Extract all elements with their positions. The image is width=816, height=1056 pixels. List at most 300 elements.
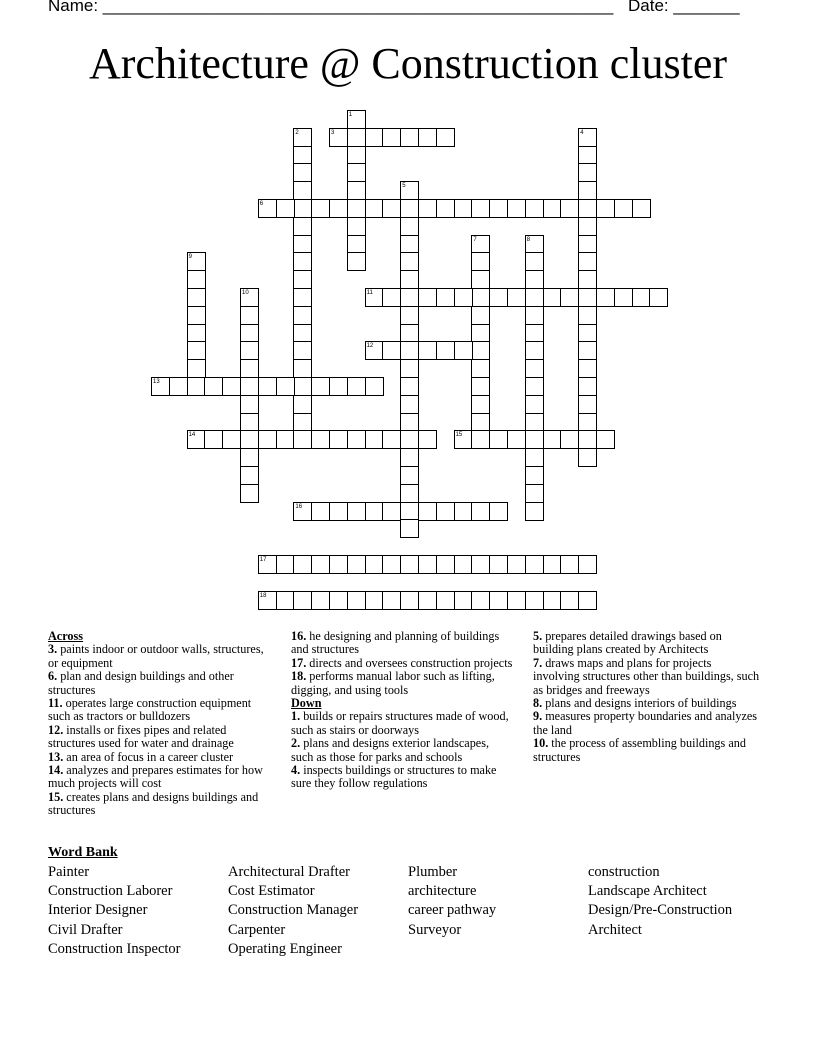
grid-cell[interactable] <box>365 377 384 396</box>
grid-cell[interactable] <box>400 466 419 485</box>
clue-number: 9. <box>533 709 543 724</box>
across-clues-list-continued <box>291 630 513 697</box>
word-bank-column-2 <box>228 863 358 959</box>
clue-item <box>291 630 513 657</box>
grid-cell[interactable] <box>578 146 597 165</box>
grid-cell[interactable] <box>400 306 419 325</box>
grid-cell[interactable] <box>543 591 562 610</box>
grid-cell[interactable] <box>382 199 401 218</box>
grid-cell[interactable] <box>382 128 401 147</box>
clue-number-label: 12 <box>366 343 374 350</box>
clue-item <box>291 657 513 670</box>
clue-number-label: 14 <box>188 432 196 439</box>
grid-cell[interactable] <box>578 235 597 254</box>
grid-cell[interactable] <box>525 341 544 360</box>
grid-cell[interactable] <box>418 591 437 610</box>
grid-cell[interactable] <box>578 306 597 325</box>
grid-cell[interactable] <box>311 591 330 610</box>
clue-text: plans and designs interiors of buildings <box>542 696 737 711</box>
grid-cell[interactable] <box>276 199 295 218</box>
grid-cell[interactable] <box>347 199 366 218</box>
grid-cell[interactable] <box>578 181 597 200</box>
grid-cell[interactable] <box>525 484 544 503</box>
clue-text: plans and designs exterior landscapes, such as those for parks and schools <box>291 736 489 764</box>
grid-cell[interactable] <box>400 484 419 503</box>
grid-cell[interactable] <box>596 288 615 307</box>
word-bank-item: Design/Pre-Construction <box>588 902 733 919</box>
grid-cell[interactable] <box>454 288 473 307</box>
grid-cell[interactable] <box>471 430 490 449</box>
grid-cell[interactable] <box>471 199 490 218</box>
clues-column-3 <box>533 630 761 764</box>
word-bank-item: Architect <box>588 921 642 938</box>
grid-cell[interactable] <box>293 324 312 343</box>
grid-cell[interactable] <box>578 163 597 182</box>
grid-cell[interactable] <box>471 377 490 396</box>
clue-number-label: 15 <box>455 432 463 439</box>
grid-cell[interactable] <box>293 199 312 218</box>
grid-cell[interactable] <box>543 288 562 307</box>
grid-cell[interactable] <box>489 591 508 610</box>
clue-item <box>291 764 513 791</box>
clue-number: 3. <box>48 642 58 657</box>
grid-cell[interactable] <box>293 181 312 200</box>
grid-cell[interactable] <box>400 270 419 289</box>
grid-cell[interactable] <box>525 324 544 343</box>
grid-cell[interactable] <box>400 217 419 236</box>
clue-item <box>533 630 761 657</box>
clue-text: builds or repairs structures made of wood, such as stairs or doorways <box>291 709 509 737</box>
grid-cell[interactable] <box>418 502 437 521</box>
grid-cell[interactable] <box>347 502 366 521</box>
grid-cell[interactable] <box>525 288 544 307</box>
clue-number: 8. <box>533 696 543 711</box>
grid-cell[interactable] <box>240 448 259 467</box>
grid-cell[interactable] <box>578 359 597 378</box>
grid-cell[interactable] <box>471 288 490 307</box>
word-bank-item: architecture <box>408 883 477 900</box>
grid-cell[interactable] <box>507 591 526 610</box>
clue-text: he designing and planning of buildings and structures <box>291 629 500 657</box>
grid-cell[interactable] <box>507 288 526 307</box>
grid-cell[interactable] <box>578 199 597 218</box>
down-clues-list <box>291 710 513 790</box>
word-bank-item: Construction Laborer <box>48 883 173 900</box>
clue-number-label: 1 <box>348 112 353 118</box>
grid-cell[interactable] <box>471 555 490 574</box>
grid-cell[interactable] <box>347 430 366 449</box>
down-clues-list-continued <box>533 630 761 764</box>
grid-cell[interactable] <box>187 306 206 325</box>
clue-item <box>48 643 270 670</box>
grid-cell[interactable] <box>525 395 544 414</box>
clue-item <box>48 670 270 697</box>
grid-cell[interactable] <box>365 591 384 610</box>
grid-cell[interactable] <box>400 324 419 343</box>
clue-number: 1. <box>291 709 301 724</box>
grid-cell[interactable] <box>276 591 295 610</box>
grid-cell[interactable] <box>560 199 579 218</box>
grid-cell[interactable] <box>578 270 597 289</box>
grid-cell[interactable] <box>578 288 597 307</box>
grid-cell[interactable] <box>560 430 579 449</box>
grid-cell[interactable] <box>578 448 597 467</box>
word-bank-item: career pathway <box>408 902 497 919</box>
grid-cell[interactable] <box>329 555 348 574</box>
grid-cell[interactable] <box>560 288 579 307</box>
word-bank-column-4 <box>588 863 732 940</box>
grid-cell[interactable] <box>436 341 455 360</box>
clue-number: 5. <box>533 629 543 643</box>
grid-cell[interactable] <box>525 359 544 378</box>
grid-cell[interactable] <box>436 502 455 521</box>
grid-cell[interactable] <box>311 555 330 574</box>
grid-cell[interactable] <box>400 413 419 432</box>
clue-number: 4. <box>291 763 301 778</box>
grid-cell[interactable] <box>436 555 455 574</box>
grid-cell[interactable] <box>382 430 401 449</box>
clue-number-label: 18 <box>259 592 267 599</box>
grid-cell[interactable] <box>382 341 401 360</box>
grid-cell[interactable] <box>365 555 384 574</box>
clue-text: inspects buildings or structures to make sure they follow regulations <box>291 763 497 791</box>
grid-cell[interactable] <box>489 502 508 521</box>
clue-number-label: 17 <box>259 557 267 563</box>
clue-item <box>48 724 270 751</box>
date-line: Date: _______ <box>628 0 740 15</box>
grid-cell[interactable] <box>436 591 455 610</box>
grid-cell[interactable] <box>489 430 508 449</box>
clue-number: 10. <box>533 736 549 751</box>
clue-number: 2. <box>291 736 301 751</box>
grid-cell[interactable] <box>489 555 508 574</box>
grid-cell[interactable] <box>329 199 348 218</box>
word-bank-item: Architectural Drafter <box>228 864 350 880</box>
grid-cell[interactable] <box>400 199 419 218</box>
word-bank-item: Cost Estimator <box>228 883 315 900</box>
grid-cell[interactable] <box>578 555 597 574</box>
grid-cell[interactable] <box>293 235 312 254</box>
clue-text: performs manual labor such as lifting, digging, and using tools <box>291 669 495 697</box>
grid-cell[interactable] <box>187 341 206 360</box>
clue-item <box>291 710 513 737</box>
grid-cell[interactable] <box>507 555 526 574</box>
word-bank-item: Plumber <box>408 864 458 880</box>
grid-cell[interactable] <box>365 502 384 521</box>
clue-item <box>48 751 270 764</box>
word-bank-item: Construction Inspector <box>48 940 181 957</box>
grid-cell[interactable] <box>471 591 490 610</box>
grid-cell[interactable] <box>169 377 188 396</box>
grid-cell[interactable] <box>382 288 401 307</box>
word-bank-title: Word Bank <box>48 845 118 860</box>
grid-cell[interactable] <box>632 288 651 307</box>
clue-number-label: 9 <box>188 254 192 261</box>
clue-number: 7. <box>533 655 543 670</box>
grid-cell[interactable] <box>347 252 366 271</box>
clue-item <box>533 737 761 764</box>
grid-cell[interactable] <box>347 377 366 396</box>
grid-cell[interactable] <box>276 377 295 396</box>
grid-cell[interactable] <box>240 341 259 360</box>
grid-cell[interactable] <box>436 128 455 147</box>
grid-cell[interactable] <box>347 128 366 147</box>
clue-text: measures property boundaries and analyzes the land <box>533 709 758 737</box>
grid-cell[interactable] <box>418 430 437 449</box>
clue-number: 15. <box>48 789 64 804</box>
clue-text: paints indoor or outdoor walls, structures, or equipment <box>48 642 264 670</box>
grid-cell[interactable] <box>489 199 508 218</box>
grid-cell[interactable] <box>240 324 259 343</box>
grid-cell[interactable] <box>187 270 206 289</box>
grid-cell[interactable] <box>507 430 526 449</box>
clue-item <box>48 764 270 791</box>
clue-text: draws maps and plans for projects involving structures other than buildings, such as bridges and freeways <box>533 655 760 697</box>
grid-cell[interactable] <box>525 306 544 325</box>
grid-cell[interactable] <box>293 288 312 307</box>
grid-cell[interactable] <box>454 591 473 610</box>
clue-item <box>533 710 761 737</box>
grid-cell[interactable] <box>543 199 562 218</box>
grid-cell[interactable] <box>525 591 544 610</box>
grid-cell[interactable] <box>329 430 348 449</box>
clue-number: 18. <box>291 669 307 684</box>
clue-number: 17. <box>291 655 307 670</box>
clue-number: 11. <box>48 696 63 711</box>
grid-cell[interactable] <box>507 199 526 218</box>
clue-number: 13. <box>48 749 64 764</box>
grid-cell[interactable] <box>347 146 366 165</box>
grid-cell[interactable] <box>293 306 312 325</box>
grid-cell[interactable] <box>400 591 419 610</box>
grid-cell[interactable] <box>311 430 330 449</box>
grid-cell[interactable] <box>365 199 384 218</box>
grid-cell[interactable] <box>204 430 223 449</box>
grid-cell[interactable] <box>471 270 490 289</box>
grid-cell[interactable] <box>329 591 348 610</box>
grid-cell[interactable] <box>400 359 419 378</box>
clue-text: analyzes and prepares estimates for how much projects will cost <box>48 763 263 791</box>
grid-cell[interactable] <box>365 128 384 147</box>
grid-cell[interactable] <box>293 395 312 414</box>
grid-cell[interactable] <box>382 555 401 574</box>
clues-column-1 <box>48 630 270 818</box>
grid-cell[interactable] <box>347 163 366 182</box>
grid-cell[interactable] <box>258 377 277 396</box>
word-bank-item: Painter <box>48 864 90 880</box>
grid-cell[interactable] <box>382 502 401 521</box>
grid-cell[interactable] <box>400 555 419 574</box>
grid-cell[interactable] <box>471 252 490 271</box>
grid-cell[interactable] <box>240 395 259 414</box>
grid-cell[interactable] <box>240 413 259 432</box>
word-bank-item: Surveyor <box>408 921 462 938</box>
grid-cell[interactable] <box>543 430 562 449</box>
clue-text: prepares detailed drawings based on building plans created by Architects <box>533 629 722 657</box>
grid-cell[interactable] <box>293 270 312 289</box>
grid-cell[interactable] <box>596 199 615 218</box>
grid-cell[interactable] <box>347 555 366 574</box>
grid-cell[interactable] <box>258 430 277 449</box>
grid-cell[interactable] <box>329 502 348 521</box>
grid-cell[interactable] <box>293 217 312 236</box>
grid-cell[interactable] <box>311 377 330 396</box>
clue-text: creates plans and designs buildings and structures <box>48 789 259 818</box>
clue-number-label: 16 <box>295 503 303 510</box>
grid-cell[interactable] <box>418 555 437 574</box>
grid-cell[interactable] <box>454 502 473 521</box>
grid-cell[interactable] <box>187 288 206 307</box>
grid-cell[interactable] <box>382 591 401 610</box>
grid-cell[interactable] <box>525 270 544 289</box>
grid-cell[interactable] <box>347 181 366 200</box>
grid-cell[interactable] <box>543 555 562 574</box>
grid-cell[interactable] <box>436 199 455 218</box>
grid-cell[interactable] <box>293 591 312 610</box>
grid-cell[interactable] <box>525 502 544 521</box>
grid-cell[interactable] <box>418 199 437 218</box>
grid-cell[interactable] <box>525 555 544 574</box>
grid-cell[interactable] <box>418 128 437 147</box>
word-bank-item: Civil Drafter <box>48 921 123 938</box>
grid-cell[interactable] <box>400 235 419 254</box>
grid-cell[interactable] <box>293 359 312 378</box>
grid-cell[interactable] <box>400 430 419 449</box>
grid-cell[interactable] <box>471 395 490 414</box>
grid-cell[interactable] <box>293 413 312 432</box>
grid-cell[interactable] <box>240 377 259 396</box>
grid-cell[interactable] <box>525 466 544 485</box>
grid-cell[interactable] <box>471 324 490 343</box>
grid-cell[interactable] <box>311 502 330 521</box>
grid-cell[interactable] <box>525 430 544 449</box>
grid-cell[interactable] <box>240 306 259 325</box>
grid-cell[interactable] <box>454 199 473 218</box>
clue-number-label: 7 <box>473 236 477 243</box>
grid-cell[interactable] <box>578 217 597 236</box>
grid-cell[interactable] <box>276 555 295 574</box>
name-line: Name: ______________________________________________________ <box>48 0 614 15</box>
grid-cell[interactable] <box>222 430 241 449</box>
grid-cell[interactable] <box>596 430 615 449</box>
grid-cell[interactable] <box>525 448 544 467</box>
grid-cell[interactable] <box>240 359 259 378</box>
grid-cell[interactable] <box>525 199 544 218</box>
grid-cell[interactable] <box>578 324 597 343</box>
grid-cell[interactable] <box>240 466 259 485</box>
grid-cell[interactable] <box>578 341 597 360</box>
grid-cell[interactable] <box>240 430 259 449</box>
grid-cell[interactable] <box>293 430 312 449</box>
grid-cell[interactable] <box>311 199 330 218</box>
grid-cell[interactable] <box>471 413 490 432</box>
grid-cell[interactable] <box>578 252 597 271</box>
grid-cell[interactable] <box>525 413 544 432</box>
word-bank-column-1 <box>48 863 181 959</box>
grid-cell[interactable] <box>400 252 419 271</box>
grid-cell[interactable] <box>578 377 597 396</box>
grid-cell[interactable] <box>418 288 437 307</box>
clue-number-label: 10 <box>242 290 249 296</box>
grid-cell[interactable] <box>293 341 312 360</box>
grid-cell[interactable] <box>187 359 206 378</box>
grid-cell[interactable] <box>578 395 597 414</box>
grid-cell[interactable] <box>525 377 544 396</box>
across-clues-list <box>48 643 270 817</box>
across-heading: Across <box>48 629 83 643</box>
grid-cell[interactable] <box>525 252 544 271</box>
grid-cell[interactable] <box>293 252 312 271</box>
grid-cell[interactable] <box>400 448 419 467</box>
grid-cell[interactable] <box>471 502 490 521</box>
grid-cell[interactable] <box>222 377 241 396</box>
clue-number-label: 5 <box>402 183 406 190</box>
grid-cell[interactable] <box>293 146 312 165</box>
grid-cell[interactable] <box>240 484 259 503</box>
grid-cell[interactable] <box>471 359 490 378</box>
grid-cell[interactable] <box>649 288 668 307</box>
clue-number-label: 11 <box>366 290 373 296</box>
grid-cell[interactable] <box>614 288 633 307</box>
grid-cell[interactable] <box>632 199 651 218</box>
grid-cell[interactable] <box>400 288 419 307</box>
grid-cell[interactable] <box>614 199 633 218</box>
clue-text: an area of focus in a career cluster <box>63 749 234 764</box>
word-bank-column-3 <box>408 863 496 940</box>
clue-text: the process of assembling buildings and structures <box>533 736 746 764</box>
grid-cell[interactable] <box>578 430 597 449</box>
grid-cell[interactable] <box>204 377 223 396</box>
grid-cell[interactable] <box>293 163 312 182</box>
clue-number-label: 6 <box>259 201 264 207</box>
grid-cell[interactable] <box>400 502 419 521</box>
grid-cell[interactable] <box>418 341 437 360</box>
grid-cell[interactable] <box>400 519 419 538</box>
clue-number-label: 2 <box>295 129 299 136</box>
clue-item <box>291 737 513 764</box>
grid-cell[interactable] <box>489 288 508 307</box>
grid-cell[interactable] <box>293 377 312 396</box>
grid-cell[interactable] <box>578 591 597 610</box>
grid-cell[interactable] <box>560 555 579 574</box>
clue-number: 16. <box>291 629 307 643</box>
word-bank-item: Interior Designer <box>48 902 148 919</box>
clue-item <box>533 697 761 710</box>
grid-cell[interactable] <box>187 324 206 343</box>
grid-cell[interactable] <box>578 413 597 432</box>
grid-cell[interactable] <box>329 377 348 396</box>
grid-cell[interactable] <box>560 591 579 610</box>
grid-cell[interactable] <box>347 591 366 610</box>
grid-cell[interactable] <box>436 288 455 307</box>
grid-cell[interactable] <box>400 395 419 414</box>
grid-cell[interactable] <box>400 341 419 360</box>
grid-cell[interactable] <box>471 306 490 325</box>
grid-cell[interactable] <box>471 341 490 360</box>
clue-number: 12. <box>48 722 64 737</box>
grid-cell[interactable] <box>400 377 419 396</box>
grid-cell[interactable] <box>347 235 366 254</box>
grid-cell[interactable] <box>187 377 206 396</box>
grid-cell[interactable] <box>365 430 384 449</box>
grid-cell[interactable] <box>293 555 312 574</box>
grid-cell[interactable] <box>454 341 473 360</box>
grid-cell[interactable] <box>454 555 473 574</box>
grid-cell[interactable] <box>347 217 366 236</box>
grid-cell[interactable] <box>400 128 419 147</box>
grid-cell[interactable] <box>276 430 295 449</box>
clue-item <box>291 670 513 697</box>
